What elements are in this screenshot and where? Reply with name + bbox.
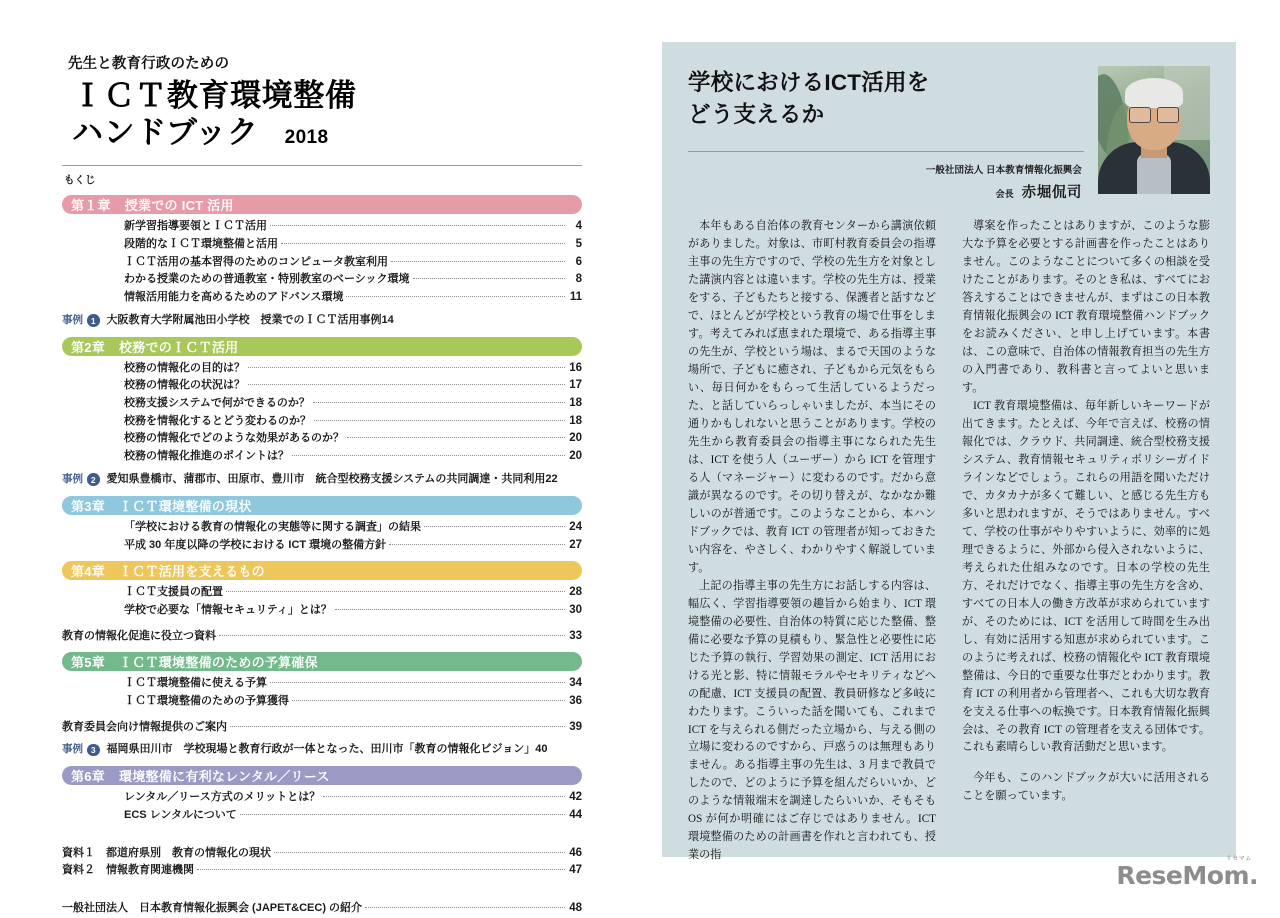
chapter-title-6: 環境整備に有利なレンタル／リース [119, 769, 330, 785]
resemom-logo-text: ReseMom. [1116, 861, 1258, 890]
essay-paragraph: 今年も、このハンドブックが大いに活用されることを願っています。 [962, 772, 1210, 803]
case-label: 事例 [62, 313, 83, 326]
org-intro-page: 48 [569, 902, 582, 915]
author-name: 赤堀侃司 [1021, 185, 1082, 202]
toc-entry[interactable] [62, 236, 582, 254]
toc-page [0, 0, 640, 915]
chapter-title-3: ＩＣＴ環境整備の現状 [119, 498, 252, 514]
case-text: 福岡県田川市 学校現場と教育行政が一体となった、田川市「教育の情報化ビジョン」 [106, 743, 536, 756]
leader-dots [365, 907, 565, 908]
book-kicker: 先生と教育行政のための [68, 56, 230, 72]
toc-entry[interactable] [62, 430, 582, 448]
author-organization: 一般社団法人 日本教育情報化振興会 [925, 165, 1082, 177]
chapter-number-1: 第１章 [71, 198, 111, 214]
toc-entry[interactable] [62, 789, 582, 807]
appendix-text: 資料１ 都道府県別 教育の情報化の現状 [62, 846, 271, 859]
leader-dots [314, 420, 565, 421]
chapter-bar-4[interactable] [62, 561, 582, 580]
leader-dots [226, 591, 565, 592]
leader-dots [248, 384, 565, 385]
essay-column-right [962, 218, 1210, 865]
toc-entry-text: 段階的なＩＣＴ環境整備と活用 [124, 237, 278, 250]
case-text: 大阪教育大学附属池田小学校 授業でのＩＣＴ活用事例 [106, 313, 382, 326]
leader-dots [274, 852, 565, 853]
spacer [62, 711, 582, 719]
toc-entry[interactable] [62, 519, 582, 537]
toc-entry-page: 18 [569, 397, 582, 410]
author-role: 会長 [995, 189, 1014, 200]
book-title-line2: ハンドブック [72, 114, 259, 150]
case-page: 22 [545, 472, 558, 485]
toc-entry-text: ＩＣＴ環境整備に使える予算 [124, 677, 267, 690]
case-number-badge: 3 [87, 744, 100, 757]
toc-entry[interactable] [62, 413, 582, 431]
case-study-entry[interactable] [62, 307, 582, 330]
toc-entry-page: 5 [575, 237, 582, 250]
appendix-page: 47 [569, 864, 582, 877]
leader-dots [413, 278, 565, 279]
toc-entry-page: 39 [569, 720, 582, 733]
essay-paragraph: ICT 教育環境整備は、毎年新しいキーワードが出てきます。たとえば、今年で言えば、校務の情報化では、クラウド、共同調達、統合型校務支援システム、教育情報セキュリティポリシーガイドラインなどでしょう。これらの用語を聞いただけで、カタカナが多くて難しい、と感じる先生方も多いと思われますが、そうではありません。すべて、学校の仕事がやりやすいように、効率的に処理できるように、外部から侵入されないように、考えられた仕組みなのです。日本の学校の先生方、それだけでなく、指導主事の先生方を含め、すべての日本人の働き方改革が求められていますが、そのためには、ICT を活用して時間を生み出し、有効に活用する知恵が求められています。このように考えれば、校務の情報化や ICT 教育環境整備は、今日的で重要な仕事だとわかります。教育 ICT の利用者から管理者へ、これも大切な教育を支える仕事への転換です。日本教育情報化振興会は、その教育 ICT の管理者を支える団体です。これも素晴らしい教育活動だと思います。 [962, 400, 1210, 754]
toc-entry-text: 「学校における教育の情報化の実態等に関する調査」の結果 [124, 520, 421, 533]
toc-entry-page: 17 [569, 379, 582, 392]
toc-standalone-entry[interactable] [62, 719, 582, 737]
leader-dots [292, 700, 565, 701]
essay-header [688, 66, 1210, 202]
toc-entry[interactable] [62, 448, 582, 466]
book-year: 2018 [284, 126, 329, 148]
toc-entry-text: ＩＣＴ活用の基本習得のためのコンピュータ教室利用 [124, 255, 388, 268]
leader-dots [335, 609, 565, 610]
essay-page [640, 0, 1280, 904]
toc-entry-page: 11 [569, 291, 582, 303]
toc-entry[interactable] [62, 602, 582, 620]
toc-entry[interactable] [62, 395, 582, 413]
book-title-line1: ＩＣＴ教育環境整備 [72, 78, 357, 113]
essay-column-left [688, 218, 936, 865]
case-label: 事例 [62, 472, 83, 485]
case-study-entry[interactable] [62, 736, 582, 759]
leader-dots [313, 402, 565, 403]
leader-dots [197, 869, 565, 870]
essay-title-line1: 学校におけるICT活用を [688, 70, 930, 95]
leader-dots [219, 635, 565, 636]
toc-entry[interactable] [62, 584, 582, 602]
toc-entry-text: 校務の情報化でどのような効果があるのか？ [124, 432, 344, 445]
toc-entry-page: 34 [569, 677, 582, 690]
chapter-number-2: 第2章 [71, 339, 106, 355]
toc-entry-text: 教育委員会向け情報提供のご案内 [62, 720, 227, 733]
toc-entry[interactable] [62, 693, 582, 711]
toc-entry-page: 44 [569, 809, 582, 821]
essay-title-divider [688, 151, 1084, 152]
toc-entry[interactable] [62, 377, 582, 395]
case-label: 事例 [62, 743, 83, 756]
toc-label: もくじ [64, 174, 96, 187]
chapter-bar-3[interactable] [62, 496, 582, 515]
case-number-badge: 1 [87, 314, 100, 327]
chapter-title-2: 校務でのＩＣＴ活用 [119, 339, 239, 355]
toc-entry-text: ＩＣＴ支援員の配置 [124, 586, 223, 599]
toc-entry-page: 42 [569, 791, 582, 804]
toc-entry-page: 6 [575, 255, 582, 268]
chapter-bar-2[interactable] [62, 337, 582, 356]
leader-dots [270, 682, 565, 683]
leader-dots [323, 796, 565, 797]
toc-entry-text: 校務の情報化推進のポイントは？ [124, 450, 289, 463]
essay-panel [662, 42, 1236, 862]
toc-entry-text: 校務の情報化の状況は？ [124, 379, 245, 392]
portrait-shirt [1137, 154, 1171, 194]
chapter-number-4: 第4章 [71, 564, 106, 580]
leader-dots [389, 544, 565, 545]
toc-entry-text: 学校で必要な「情報セキュリティ」とは？ [124, 603, 332, 616]
portrait-glasses [1129, 107, 1179, 122]
toc-entry-text: わかる授業のための普通教室・特別教室のベーシック環境 [124, 273, 410, 286]
appendix-entry[interactable] [62, 862, 582, 880]
portrait-hair [1125, 78, 1183, 108]
chapter-bar-1[interactable] [62, 195, 582, 214]
case-text: 愛知県豊橋市、蒲郡市、田原市、豊川市 統合型校務支援システムの共同調達・共同利用 [106, 472, 546, 485]
leader-dots [424, 526, 565, 527]
leader-dots [248, 367, 565, 368]
chapter-number-3: 第3章 [71, 498, 106, 514]
spacer [62, 619, 582, 627]
toc-entry-page: 20 [569, 450, 582, 463]
case-page: 40 [535, 743, 548, 756]
chapter-title-4: ＩＣＴ活用を支えるもの [119, 564, 265, 580]
leader-dots [230, 726, 565, 727]
appendix-page: 46 [569, 846, 582, 859]
toc-entry-page: 28 [569, 586, 582, 599]
resemom-logo-furigana: リセマム [1226, 856, 1252, 862]
essay-paragraph: 本年もある自治体の教育センターから講演依頼がありました。対象は、市町村教育委員会の指導主事の先生方ですので、学校の先生方を対象とした講演内容とは違います。学校の先生方は、授業をする、子どもたちと接する、保護者と話すなどで、ほとんどが学校という教育の場で仕事をします。考えてみれば恵まれた環境で、ある指導主事の先生が、学校という場は、まるで天国のような場所で、子どもに癒され、子どもから元気をもらい、毎日何かをもらって生活しているようだった、と話していらっしゃいましたが、本当にその通りかもしれないと思うことがあります。学校の先生から教育委員会の指導主事になられた先生は、ICT を使う人（ユーザー）から ICT を管理する人（マネージャー）に変わるのです。だから意識が異なるのです。その切り替えが、なかなか難しいのが普通です。このようなことから、本ハンドブックでは、教育 ICT の管理者が知っておきたい内容を、やさしく、わかりやすく解説しています。 [688, 220, 936, 574]
case-number-badge: 2 [87, 473, 100, 486]
toc-entry-text: 新学習指導要領とＩＣＴ活用 [124, 220, 267, 233]
author-byline [688, 162, 1084, 202]
toc-entry-page: 4 [575, 220, 582, 233]
org-intro-text: 一般社団法人 日本教育情報化振興会 (JAPET&CEC) の紹介 [62, 902, 363, 915]
toc-entry-page: 30 [569, 603, 582, 616]
toc-entry[interactable] [62, 536, 582, 554]
leader-dots [281, 243, 565, 244]
appendix-text: 資料２ 情報教育関連機関 [62, 864, 194, 877]
toc-entry-text: 教育の情報化促進に役立つ資料 [62, 629, 216, 642]
toc-entry[interactable] [62, 807, 582, 825]
toc-entry-text: 平成 30 年度以降の学校における ICT 環境の整備方針 [124, 538, 387, 551]
toc-entry-page: 16 [569, 361, 582, 374]
toc-entry[interactable] [62, 254, 582, 272]
toc-entry-text: 校務を情報化するとどう変わるのか？ [124, 414, 311, 427]
toc-entry[interactable] [62, 289, 582, 307]
toc-entry-text: レンタル／リース方式のメリットとは？ [124, 791, 321, 804]
chapter-title-1: 授業での ICT 活用 [124, 198, 234, 214]
case-page: 14 [381, 313, 394, 326]
toc-entry-page: 33 [569, 629, 582, 642]
toc-entry-page: 20 [569, 432, 582, 445]
toc-standalone-entry[interactable] [62, 627, 582, 645]
essay-title-line2: どう支えるか [688, 101, 825, 127]
chapter-title-5: ＩＣＴ環境整備のための予算確保 [119, 655, 318, 671]
leader-dots [292, 455, 565, 456]
chapter-bar-6[interactable] [62, 766, 582, 785]
toc-entry-text: ECS レンタルについて [124, 809, 237, 821]
case-study-entry[interactable] [62, 466, 582, 489]
leader-dots [270, 225, 565, 226]
chapter-number-6: 第6章 [71, 769, 106, 785]
toc-entry-text: ＩＣＴ環境整備のための予算獲得 [124, 694, 289, 707]
resemom-watermark-logo [1116, 856, 1258, 890]
toc-entry-page: 18 [569, 414, 582, 427]
author-portrait-photo [1098, 66, 1210, 194]
toc-entry[interactable] [62, 360, 582, 378]
chapter-bar-5[interactable] [62, 652, 582, 671]
toc-entry-page: 36 [569, 694, 582, 707]
toc-entry[interactable] [62, 218, 582, 236]
author-name-row [688, 181, 1082, 202]
spacer [62, 825, 582, 845]
leader-dots [347, 437, 565, 438]
toc-entry-text: 情報活用能力を高めるためのアドバンス環境 [124, 291, 344, 303]
toc-entry[interactable] [62, 271, 582, 289]
spacer [62, 880, 582, 900]
toc-entry-page: 24 [569, 520, 582, 533]
title-divider [62, 165, 582, 166]
toc-entry-page: 8 [575, 273, 582, 286]
leader-dots [346, 296, 565, 297]
toc-entry-text: 校務の情報化の目的は？ [124, 361, 245, 374]
appendix-entry[interactable] [62, 845, 582, 863]
essay-paragraph: 上記の指導主事の先生方にお話しする内容は、幅広く、学習指導要領の趣旨から始まり、ICT 環境整備の必要性、自治体の特質に応じた整備、整備に必要な予算の見積もり、緊急性と必要性に応じた予算の執行、学習効果の測定、ICT 活用における光と影、特に情報モラルやセキリティなどへの配慮、ICT 支援員の配置、教員研修など多岐にわたります。こういった話を聞いても、これまで ICT を与えられる側だった立場から、与える側の立場に変わるのですから、戸惑うのは無理もありません。ある指導主事の先生は、3 月まで教員でしたので、どのように予算を組んだらいいか、どのような情報端末を調達したらいいか、そもそも OS が何か明確にはご存じではありません。ICT 環境整備のための計画書を作れと言われても、授業の指 [688, 579, 936, 862]
toc-entry-page: 27 [569, 538, 582, 551]
leader-dots [240, 814, 565, 815]
essay-header-text [688, 66, 1098, 202]
book-title-row2 [72, 115, 582, 152]
org-intro-entry[interactable] [62, 900, 582, 918]
essay-paragraph: 導案を作ったことはありますが、このような膨大な予算を必要とする計画書を作ったことはありません。このようなことについて多くの相談を受けたことがあります。そのとき私は、すべてにお答えすることはできませんが、まずはこの日本教育情報化振興会の ICT 教育環境整備ハンドブックをお読みください、と申し上げています。本書は、この意味で、自治体の情報教育担当の先生方の入門書であり、教科書と言ってよいと思います。 [962, 220, 1210, 395]
essay-body-columns [688, 218, 1210, 865]
toc-entry[interactable] [62, 675, 582, 693]
chapter-number-5: 第5章 [71, 655, 106, 671]
toc-entry-text: 校務支援システムで何ができるのか？ [124, 397, 310, 410]
leader-dots [391, 261, 565, 262]
